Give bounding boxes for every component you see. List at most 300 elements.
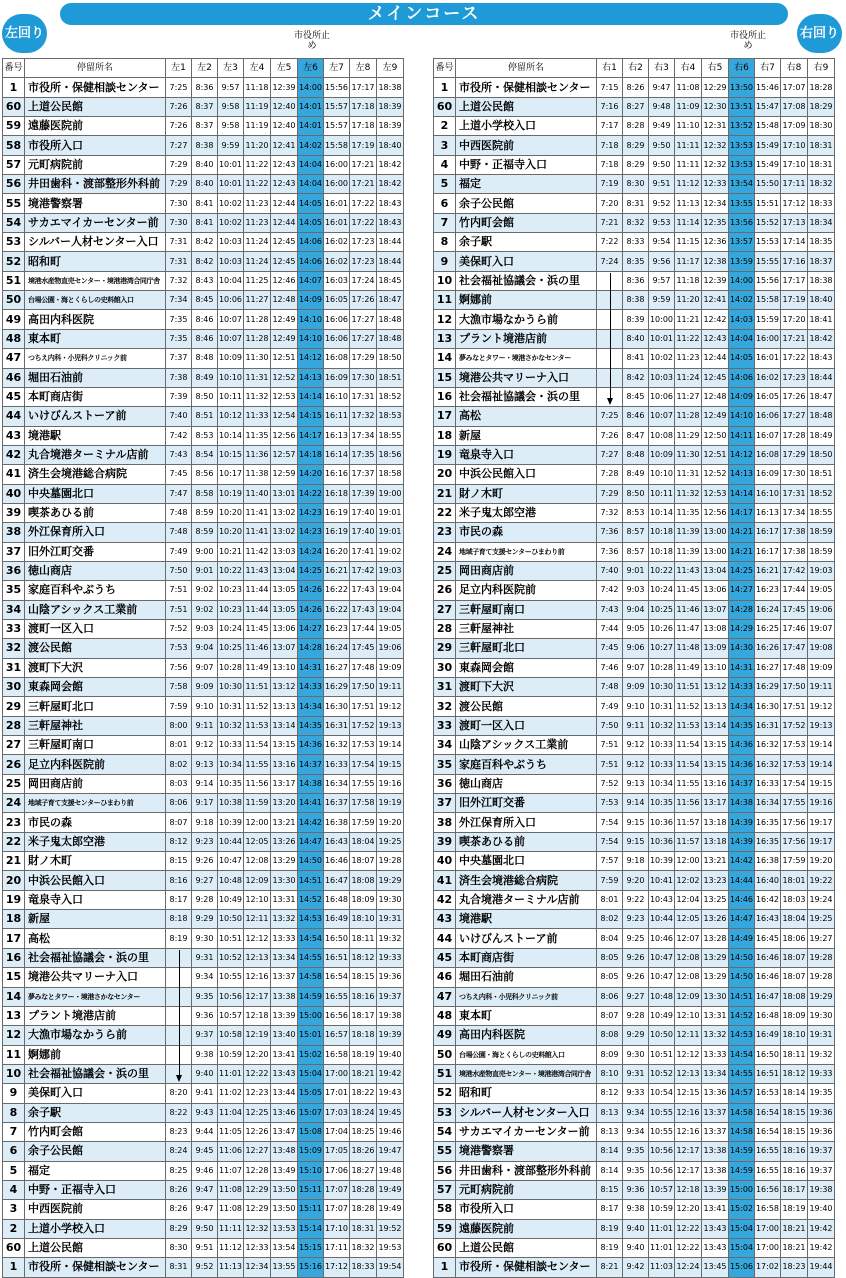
departure-time: 8:01 [166,736,192,755]
departure-time: 14:15 [298,407,324,426]
departure-time: 7:47 [166,484,192,503]
departure-time: 12:57 [271,445,298,464]
departure-time: 11:31 [244,368,271,387]
table-row [3,97,404,116]
stop-name: サカエマイカーセンター前 [456,1122,597,1141]
stop-name: 台場公園・海とくらしの史料館入口 [25,291,166,310]
departure-time: 14:39 [729,832,755,851]
departure-time: 18:51 [808,465,835,484]
stop-number: 60 [434,1238,456,1257]
departure-time: 14:51 [298,871,324,890]
departure-time: 8:21 [597,1258,623,1277]
stop-name: 高田内科医院 [456,1026,597,1045]
table-row [3,736,404,755]
departure-time: 14:04 [298,175,324,194]
departure-time: 18:32 [808,175,835,194]
departure-time: 10:10 [649,465,675,484]
departure-time: 13:30 [702,987,729,1006]
stop-number: 8 [3,1103,25,1122]
departure-time: 11:44 [244,600,271,619]
departure-time: 10:22 [218,561,244,580]
departure-time: 9:17 [192,794,218,813]
departure-time: 12:45 [702,368,729,387]
departure-time: 7:50 [166,561,192,580]
departure-time: 9:07 [192,658,218,677]
departure-time: 14:17 [298,426,324,445]
stop-number: 8 [434,233,456,252]
departure-time: 11:44 [244,581,271,600]
table-row [434,813,835,832]
departure-time: 18:30 [808,117,835,136]
terminal-note-left: 市役所止め [293,31,330,51]
departure-time: 13:00 [702,542,729,561]
column-header-stop-name: 停留所名 [456,59,597,78]
departure-time: 8:03 [166,774,192,793]
departure-time: 19:28 [808,968,835,987]
table-row [3,890,404,909]
table-row [3,871,404,890]
departure-time: 17:46 [781,619,808,638]
departure-time: 18:08 [350,871,377,890]
stop-name: 三軒屋町南口 [456,600,597,619]
departure-time: 11:56 [675,794,702,813]
column-header-stop-name: 停留所名 [25,59,166,78]
departure-time: 9:12 [192,736,218,755]
stop-name: 本町商店街 [456,948,597,967]
departure-time: 8:31 [166,1258,192,1277]
departure-time: 19:06 [377,639,404,658]
departure-time: 10:25 [649,600,675,619]
departure-time: 7:25 [166,78,192,97]
departure-time: 12:19 [244,1026,271,1045]
departure-time: 11:57 [675,813,702,832]
departure-time: 16:27 [755,658,781,677]
departure-time: 19:36 [377,968,404,987]
departure-time: 12:54 [271,407,298,426]
departure-time: 8:32 [623,213,649,232]
departure-time: 16:30 [324,697,350,716]
table-row [3,697,404,716]
departure-time: 12:49 [271,329,298,348]
departure-time: 12:34 [244,1258,271,1277]
table-row [434,1026,835,1045]
departure-time: 14:12 [298,349,324,368]
departure-time: 19:42 [808,1219,835,1238]
departure-time: 17:37 [350,465,377,484]
departure-time: 18:42 [808,329,835,348]
departure-time: 14:53 [729,1026,755,1045]
departure-time: 12:10 [244,890,271,909]
departure-time: 16:49 [755,1026,781,1045]
departure-time: 19:42 [808,1238,835,1257]
departure-time: 14:23 [298,503,324,522]
stop-name: 東本町 [456,1006,597,1025]
departure-time: 8:05 [597,948,623,967]
table-row [3,581,404,600]
departure-time: 15:59 [755,310,781,329]
table-row [434,1219,835,1238]
departure-time: 11:23 [675,349,702,368]
departure-time: 7:36 [597,542,623,561]
departure-time: 9:13 [192,755,218,774]
departure-time: 11:59 [244,794,271,813]
departure-time: 18:39 [377,97,404,116]
departure-time: 14:14 [298,387,324,406]
departure-time: 10:36 [649,832,675,851]
departure-time: 12:13 [244,948,271,967]
departure-time: 12:35 [702,213,729,232]
departure-time: 11:19 [244,97,271,116]
departure-time: 19:40 [377,1045,404,1064]
departure-time: 14:53 [298,910,324,929]
stop-number: 47 [434,987,456,1006]
departure-time: 18:19 [781,1200,808,1219]
departure-time: 9:40 [192,1064,218,1083]
departure-time: 14:51 [729,987,755,1006]
departure-time: 15:51 [755,194,781,213]
departure-time: 13:13 [702,697,729,716]
departure-time: 19:11 [808,678,835,697]
departure-time: 13:40 [271,1026,298,1045]
departure-time: 9:44 [192,1122,218,1141]
table-row [3,716,404,735]
departure-time: 10:07 [218,310,244,329]
departure-time: 7:42 [597,581,623,600]
departure-time: 9:57 [649,271,675,290]
departure-time: 19:29 [808,987,835,1006]
departure-time: 10:48 [649,987,675,1006]
stop-number: 49 [434,1026,456,1045]
departure-time: 11:56 [244,774,271,793]
column-header-trip: 右3 [649,59,675,78]
departure-time: 11:28 [675,407,702,426]
departure-time: 13:10 [271,658,298,677]
departure-time: 8:40 [623,329,649,348]
departure-time: 17:32 [350,407,377,426]
departure-time: 19:13 [377,716,404,735]
stop-number: 23 [3,813,25,832]
departure-time: 12:39 [702,271,729,290]
departure-time: 17:29 [350,349,377,368]
table-row [434,1064,835,1083]
departure-time: 10:15 [218,445,244,464]
departure-time: 8:17 [166,890,192,909]
departure-time: 8:43 [192,271,218,290]
stop-number: 56 [434,1161,456,1180]
stop-name: 東森岡会館 [25,678,166,697]
column-header-trip: 右1 [597,59,623,78]
departure-time: 8:40 [192,155,218,174]
stop-name: 渡町一区入口 [25,619,166,638]
departure-time: 19:16 [808,794,835,813]
departure-time: 9:28 [623,1006,649,1025]
departure-time: 12:09 [675,987,702,1006]
departure-time: 13:52 [729,117,755,136]
departure-time: 16:34 [755,794,781,813]
departure-time: 9:37 [192,1026,218,1045]
stop-number: 58 [434,1200,456,1219]
departure-time: 19:38 [377,1006,404,1025]
stop-number: 32 [3,639,25,658]
departure-time: 19:37 [808,1142,835,1161]
stop-number: 46 [3,368,25,387]
departure-time: 15:16 [298,1258,324,1277]
departure-time: 8:36 [623,271,649,290]
departure-time: 19:28 [377,852,404,871]
departure-time: 17:00 [324,1064,350,1083]
departure-time: 7:32 [166,271,192,290]
departure-time: 14:09 [729,387,755,406]
departure-time: 15:50 [755,175,781,194]
departure-time: 7:52 [597,774,623,793]
departure-time: 19:30 [808,1006,835,1025]
departure-time: 13:53 [729,136,755,155]
departure-time: 18:55 [377,426,404,445]
departure-time: 16:18 [324,484,350,503]
stop-number: 53 [3,233,25,252]
table-row [434,155,835,174]
stop-name: 市役所・保健相談センター [456,78,597,97]
stop-name: 中野・正福寺入口 [25,1180,166,1199]
departure-time: 8:02 [597,910,623,929]
departure-time: 18:10 [350,910,377,929]
stop-name: 境港水産物直売センター・境港港湾合同庁舎 [456,1064,597,1083]
stop-name: 三軒屋町北口 [456,639,597,658]
departure-time: 9:31 [623,1064,649,1083]
departure-time: 13:30 [271,871,298,890]
column-header-trip: 右9 [808,59,835,78]
departure-time: 13:20 [271,794,298,813]
departure-time: 8:13 [597,1122,623,1141]
departure-time: 16:47 [755,987,781,1006]
stop-number: 6 [434,194,456,213]
departure-time: 13:02 [271,503,298,522]
departure-time: 12:43 [702,329,729,348]
table-row [434,1103,835,1122]
departure-time: 13:06 [702,581,729,600]
column-header-trip: 左4 [244,59,271,78]
departure-time: 17:28 [781,426,808,445]
departure-time: 9:04 [192,639,218,658]
departure-time: 7:44 [597,619,623,638]
departure-time: 9:26 [623,968,649,987]
stop-number: 1 [434,1258,456,1277]
departure-time: 18:27 [350,1161,377,1180]
table-row [3,1142,404,1161]
stop-name: 遠藤医院前 [456,1219,597,1238]
departure-time: 12:48 [702,387,729,406]
departure-time: 12:08 [244,852,271,871]
stop-number: 40 [3,484,25,503]
departure-time: 14:58 [729,1103,755,1122]
departure-time: 12:33 [702,175,729,194]
departure-time: 17:23 [350,233,377,252]
departure-time: 10:47 [649,968,675,987]
departure-time: 19:32 [377,929,404,948]
departure-time: 18:09 [350,890,377,909]
departure-time: 14:52 [298,890,324,909]
departure-time: 7:38 [166,368,192,387]
departure-time: 17:39 [350,484,377,503]
departure-time: 16:23 [324,619,350,638]
departure-time: 7:21 [597,213,623,232]
departure-time: 11:32 [675,484,702,503]
departure-time: 13:18 [702,813,729,832]
departure-time: 8:38 [623,291,649,310]
departure-time: 11:11 [675,155,702,174]
departure-time: 18:16 [781,1161,808,1180]
table-row [434,716,835,735]
stop-name: 上道小学校入口 [25,1219,166,1238]
stop-number: 44 [3,407,25,426]
departure-time: 14:26 [298,581,324,600]
departure-time: 9:18 [623,852,649,871]
departure-time: 12:44 [271,194,298,213]
departure-time: 17:53 [781,755,808,774]
departure-time: 12:11 [675,1026,702,1045]
table-row [3,329,404,348]
stop-name: 大漁市場なかうら前 [25,1026,166,1045]
departure-time: 17:38 [781,542,808,561]
departure-time: 17:27 [781,407,808,426]
departure-time: 16:26 [755,639,781,658]
departure-time: 16:22 [324,600,350,619]
stop-name: 福定 [456,175,597,194]
departure-time: 16:13 [324,426,350,445]
stop-number: 25 [3,774,25,793]
departure-time: 16:16 [324,465,350,484]
stop-number: 22 [434,503,456,522]
departure-time: 10:44 [218,832,244,851]
departure-time: 18:19 [350,1045,377,1064]
departure-time: 9:51 [649,175,675,194]
departure-time: 12:33 [244,1238,271,1257]
departure-time: 16:55 [755,1161,781,1180]
column-header-trip: 左9 [377,59,404,78]
departure-time: 16:33 [755,774,781,793]
departure-time: 14:10 [298,329,324,348]
departure-time: 11:13 [218,1258,244,1277]
departure-time: 14:02 [298,136,324,155]
departure-time: 8:46 [192,329,218,348]
departure-time: 18:43 [377,194,404,213]
stop-number: 48 [3,329,25,348]
departure-time: 18:48 [808,407,835,426]
departure-time: 11:17 [675,252,702,271]
departure-time: 12:29 [702,78,729,97]
table-row [3,987,404,1006]
departure-time: 17:24 [350,271,377,290]
departure-time: 17:30 [350,368,377,387]
table-row [434,987,835,1006]
stop-number: 12 [434,310,456,329]
departure-time: 16:31 [324,716,350,735]
departure-time: 14:06 [298,252,324,271]
departure-time: 18:32 [350,1238,377,1257]
departure-time: 10:35 [218,774,244,793]
table-row [434,117,835,136]
departure-time: 9:31 [192,948,218,967]
departure-time: 16:17 [755,523,781,542]
departure-time: 16:01 [755,349,781,368]
departure-time: 12:44 [702,349,729,368]
stop-number: 41 [434,871,456,890]
departure-time: 8:22 [166,1103,192,1122]
departure-time: 18:55 [808,503,835,522]
stop-number: 9 [434,252,456,271]
departure-time: 11:20 [244,136,271,155]
departure-time: 8:49 [192,368,218,387]
departure-time: 8:12 [597,1084,623,1103]
table-row [434,484,835,503]
departure-time: 10:25 [218,639,244,658]
departure-time: 18:44 [377,252,404,271]
departure-time: 12:08 [675,948,702,967]
stop-name: つちえ内科・小児科クリニック前 [456,987,597,1006]
stop-name: 中野・正福寺入口 [456,155,597,174]
departure-time: 18:21 [781,1219,808,1238]
departure-time: 8:47 [623,426,649,445]
table-row [434,1122,835,1141]
departure-time: 8:42 [623,368,649,387]
stop-name: 済生会境港総合病院 [25,465,166,484]
stop-name: 竹内町会館 [25,1122,166,1141]
table-row [434,600,835,619]
departure-time: 7:58 [166,678,192,697]
departure-time: 10:49 [218,890,244,909]
departure-time: 17:00 [755,1219,781,1238]
stop-name: 外江保育所入口 [25,523,166,542]
departure-time: 13:07 [702,600,729,619]
stop-name: 三軒屋町南口 [25,736,166,755]
departure-time: 9:10 [623,697,649,716]
table-row [434,774,835,793]
departure-time: 12:59 [271,465,298,484]
departure-time: 17:42 [350,561,377,580]
departure-time: 17:18 [350,117,377,136]
stop-name: 丸合境港ターミナル店前 [456,890,597,909]
departure-time: 18:50 [808,445,835,464]
departure-time: 19:25 [377,832,404,851]
table-row [3,1219,404,1238]
departure-time: 12:45 [271,233,298,252]
stop-number: 37 [3,542,25,561]
departure-time: 17:56 [781,832,808,851]
departure-time: 15:02 [729,1200,755,1219]
departure-time: 12:17 [675,1161,702,1180]
stop-name: 徳山商店 [25,561,166,580]
departure-time: 16:30 [755,697,781,716]
table-row [434,503,835,522]
departure-time: 13:14 [702,716,729,735]
departure-time: 7:19 [597,175,623,194]
stop-number: 34 [3,600,25,619]
departure-time: 19:05 [808,581,835,600]
departure-time: 14:06 [729,368,755,387]
departure-time: 18:17 [781,1180,808,1199]
table-row [3,639,404,658]
departure-time: 10:23 [218,600,244,619]
departure-time: 7:15 [597,78,623,97]
stop-number: 13 [434,329,456,348]
departure-time: 18:31 [350,1219,377,1238]
departure-time: 12:27 [244,1142,271,1161]
table-row [3,929,404,948]
departure-time: 19:33 [377,948,404,967]
departure-time: 9:09 [192,678,218,697]
departure-time: 9:45 [192,1142,218,1161]
departure-time: 8:46 [623,407,649,426]
